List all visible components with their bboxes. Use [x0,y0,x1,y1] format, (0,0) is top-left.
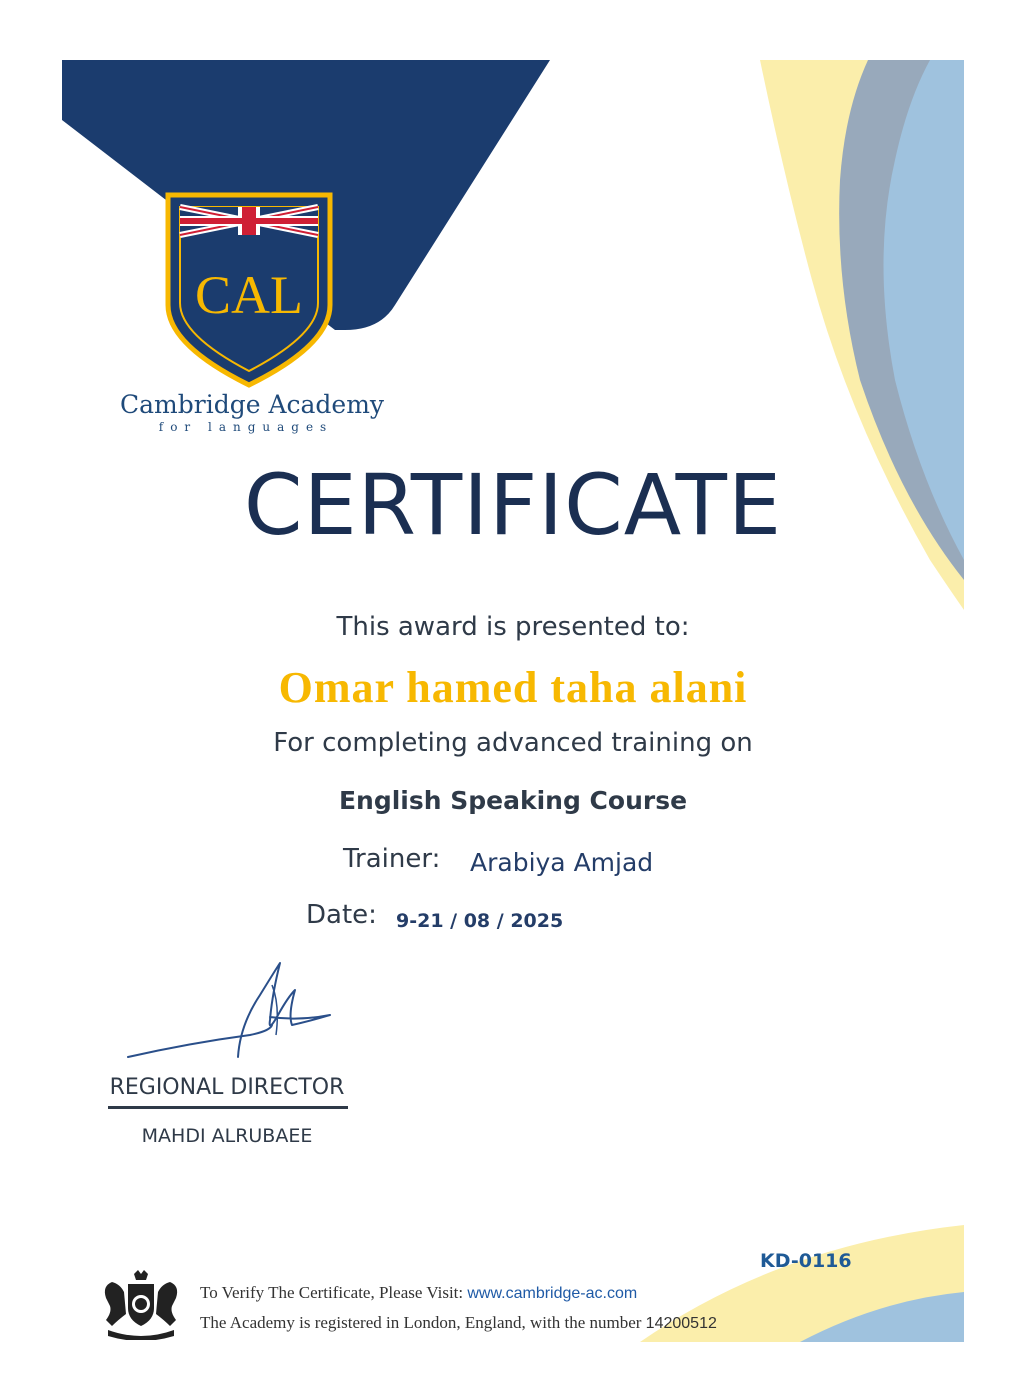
director-title: REGIONAL DIRECTOR [109,1075,345,1100]
registration-line [200,1313,717,1333]
verify-text: To Verify The Certificate, Please Visit: [200,1283,464,1302]
recipient-name: Omar hamed taha alani [278,663,748,712]
cal-shield-logo [160,185,338,390]
course-name: English Speaking Course [338,786,688,815]
date-label: Date: [306,900,377,930]
verify-line [200,1283,637,1303]
director-name: MAHDI ALRUBAEE [141,1125,313,1147]
certificate-id: KD-0116 [760,1250,852,1272]
trainer-name: Arabiya Amjad [470,848,654,877]
royal-coat-of-arms-icon [98,1268,184,1340]
presented-text: This award is presented to: [336,612,690,642]
certificate-title: CERTIFICATE [243,456,783,554]
signature-divider [108,1106,348,1109]
logo-initials: CAL [195,265,303,325]
trainer-label: Trainer: [343,844,441,874]
completing-text: For completing advanced training on [273,728,753,758]
academy-name: Cambridge Academy [120,390,385,419]
registered-text: The Academy is registered in London, England, with the number [200,1313,642,1332]
verify-url-link[interactable]: www.cambridge-ac.com [467,1285,638,1302]
signature-icon [120,955,340,1070]
academy-subtitle: for languages [158,420,334,434]
registration-number: 14200512 [645,1315,717,1332]
date-value: 9-21 / 08 / 2025 [396,910,564,932]
union-jack-icon [180,207,318,235]
